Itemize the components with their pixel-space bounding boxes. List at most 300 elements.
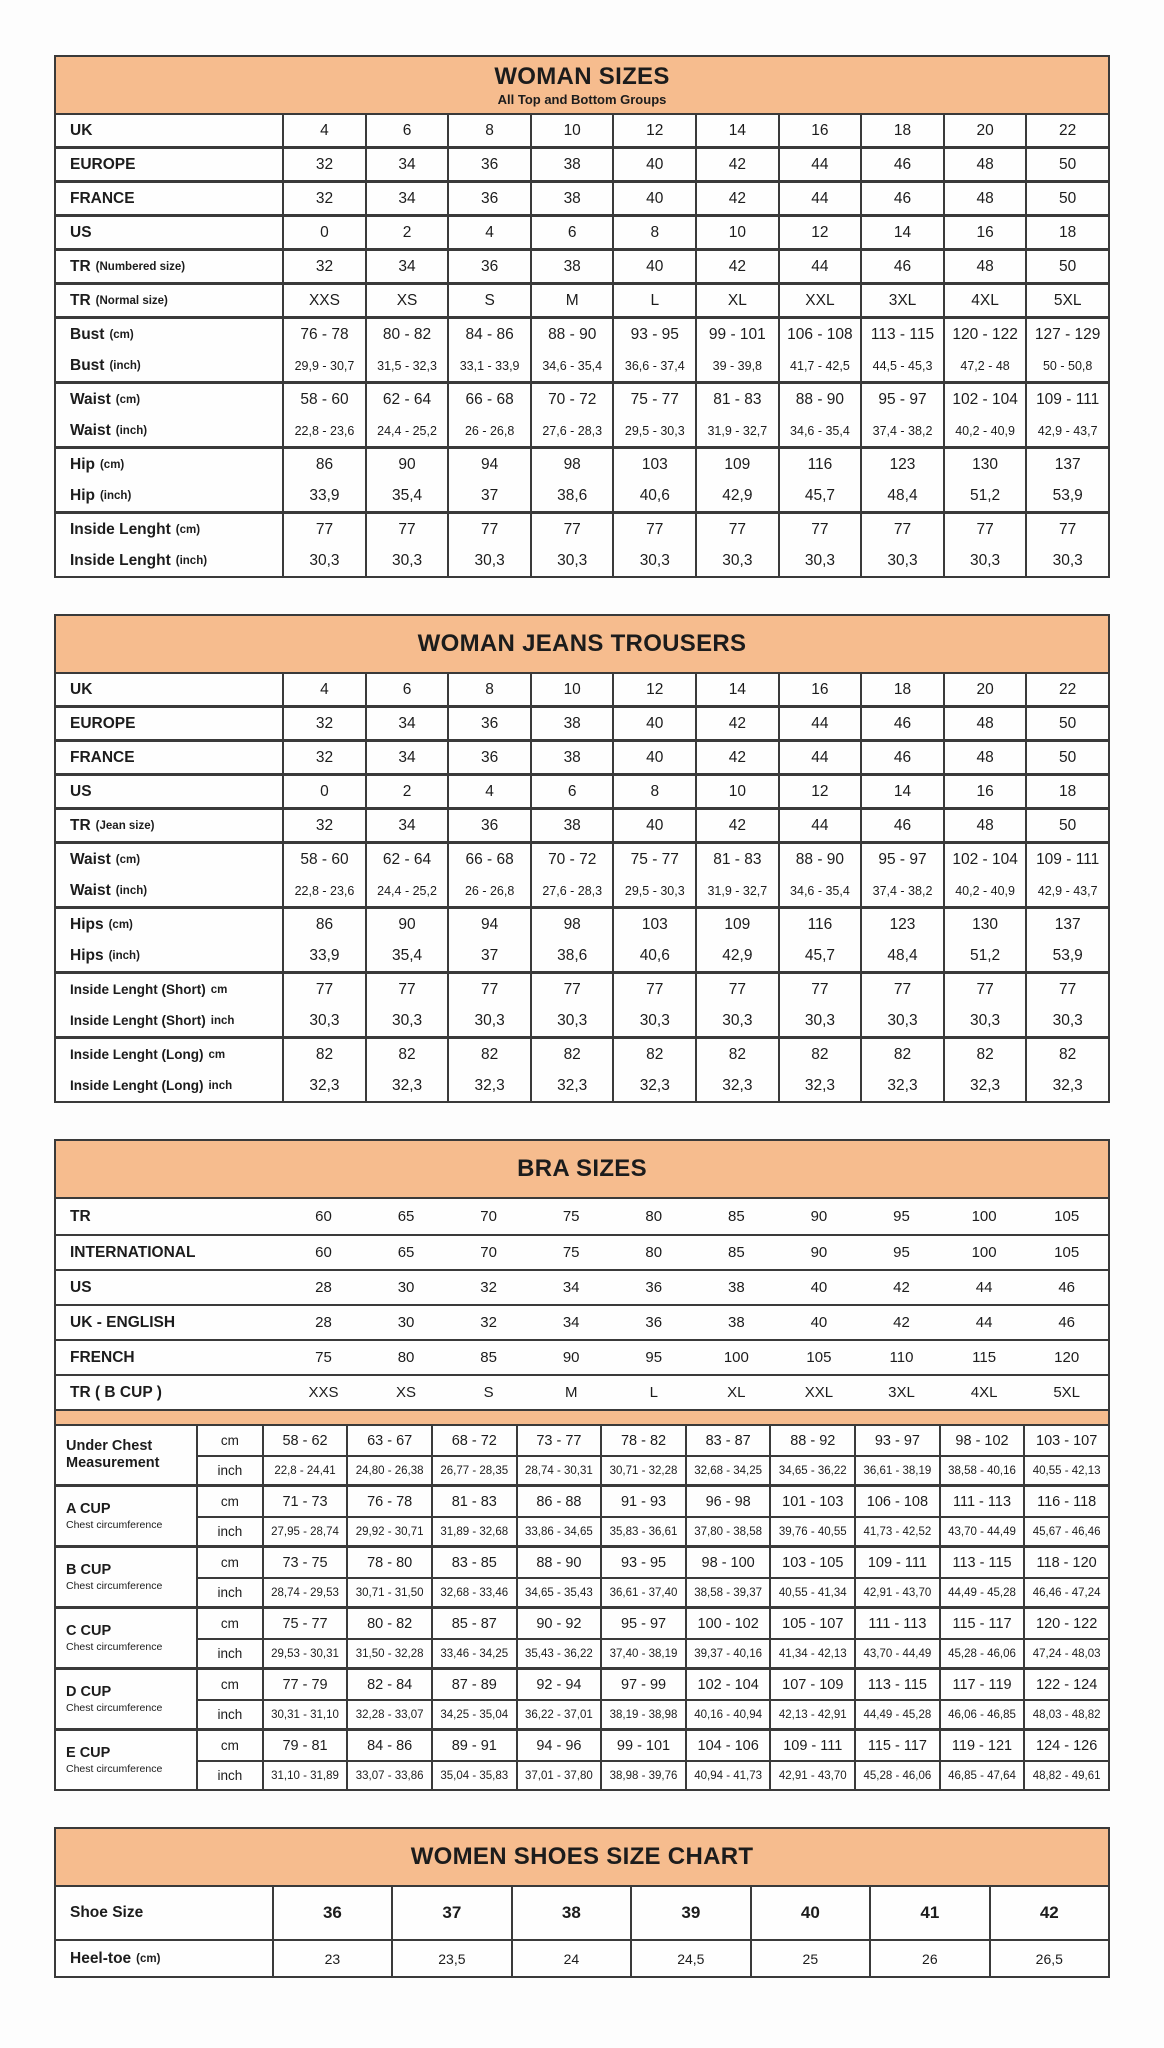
size-cell: 31,10 - 31,89 [262,1762,347,1789]
row-label [56,183,282,214]
size-cell: XL [727,1384,746,1401]
size-cell: 24,5 [630,1941,749,1976]
size-cell: 123 [860,909,943,940]
size-cell: 28 [315,1314,332,1331]
row-label-unit: inch [208,1079,233,1092]
size-cell: 32,3 [282,1070,365,1101]
size-cell: 45,7 [778,480,861,511]
size-cell: 37,80 - 38,58 [685,1518,770,1545]
row-label-unit: (cm) [115,853,141,866]
size-cell: 62 - 64 [365,384,448,415]
cup-group [56,1606,1108,1667]
size-cell: 46 [860,742,943,773]
size-cell: 84 - 86 [346,1731,431,1760]
row-label-text: Hip [70,455,95,473]
size-cell: 106 - 108 [778,319,861,350]
size-cell: 95 - 97 [600,1609,685,1638]
size-cell: 26 - 26,8 [447,415,530,446]
table-row [198,1760,1108,1789]
row-label-text: TR [70,816,91,834]
row-label [56,384,282,415]
table-row [56,1269,1108,1304]
size-cell: 32 [282,810,365,841]
size-cell: 65 [397,1244,415,1261]
size-cell: 109 - 111 [854,1548,939,1577]
size-cell: 80 [397,1349,415,1366]
size-cell: M [564,1384,578,1401]
size-cell: 43,70 - 44,49 [939,1518,1024,1545]
size-cell: 32,3 [695,1070,778,1101]
size-cell: 32,3 [943,1070,1026,1101]
size-cell: 35,83 - 36,61 [600,1518,685,1545]
size-cell: 30 [397,1314,415,1331]
size-cell: 102 - 104 [943,844,1026,875]
size-cell: 48,03 - 48,82 [1023,1701,1108,1728]
row-group [56,511,1108,576]
row-label-text: FRANCE [70,748,135,766]
size-cell: 137 [1025,909,1108,940]
size-cell: 38,58 - 40,16 [939,1457,1024,1484]
size-cell: 30,3 [530,1005,613,1036]
row-label [56,545,282,576]
row-label [56,1070,282,1101]
size-cell: 42,91 - 43,70 [769,1762,854,1789]
size-cell: 82 [695,1039,778,1070]
size-cell: 30,3 [860,545,943,576]
row-label [56,875,282,906]
table-row [56,384,1108,415]
size-cell: 40 [612,183,695,214]
size-cell: 22,8 - 24,41 [262,1457,347,1484]
size-cell: 82 [1025,1039,1108,1070]
size-cell: 77 [530,974,613,1005]
size-cell: 105 [806,1349,832,1366]
size-cell: 81 - 83 [695,844,778,875]
row-label-text: Waist [70,421,111,439]
size-cell: 88 - 90 [530,319,613,350]
size-cell: 31,89 - 32,68 [431,1518,516,1545]
size-cell: 29,5 - 30,3 [612,415,695,446]
size-cell: 32 [282,742,365,773]
size-cell: 38,19 - 38,98 [600,1701,685,1728]
cup-rows [198,1609,1108,1667]
row-label-text: Bust [70,356,105,374]
size-cell: 40 [810,1279,828,1296]
bra-sizes-table [54,1139,1110,1791]
size-cell: 82 [612,1039,695,1070]
size-cell: 102 - 104 [685,1670,770,1699]
size-cell: 62 - 64 [365,844,448,875]
size-cell: 34 [365,251,448,282]
cup-label [56,1670,198,1728]
size-cell: 115 - 117 [854,1731,939,1760]
size-cell: 38 [530,149,613,180]
size-cell: 30,3 [612,1005,695,1036]
cup-label-text: A CUP [66,1501,111,1518]
size-cell: 85 - 87 [431,1609,516,1638]
size-cell: 10 [695,217,778,248]
size-cell: 34,6 - 35,4 [530,350,613,381]
size-cell: 30,3 [282,1005,365,1036]
bra-conversion-rows [56,1199,1108,1409]
size-cell: 40 [612,708,695,739]
size-cell: 46,06 - 46,85 [939,1701,1024,1728]
unit-label: cm [220,1494,239,1509]
size-cell: 45,28 - 46,06 [939,1640,1024,1667]
cup-label-subtext: Chest circumference [66,1701,163,1714]
size-cell: 20 [943,674,1026,705]
size-cell: 33,86 - 34,65 [516,1518,601,1545]
row-label-text: Inside Lenght (Short) [70,982,206,997]
size-cell: 24,4 - 25,2 [365,415,448,446]
unit-label: cm [220,1555,239,1570]
size-cell: 35,4 [365,480,448,511]
size-cell: 86 [282,449,365,480]
cup-label [56,1609,198,1667]
size-cell: 16 [943,776,1026,807]
size-cell: 44 [975,1314,993,1331]
size-cell: 32,3 [447,1070,530,1101]
size-cell: 77 [695,514,778,545]
size-cell: 85 [728,1208,745,1225]
size-cell: 41,73 - 42,52 [854,1518,939,1545]
size-cell: 24 [511,1941,630,1976]
size-cell: 32 [480,1279,497,1296]
row-label-text: Waist [70,850,111,868]
size-cell: 53,9 [1025,940,1108,971]
size-cell: 42,9 [695,940,778,971]
size-cell: 16 [778,115,861,146]
size-cell: 77 [943,974,1026,1005]
table-row [56,844,1108,875]
size-cell: XS [365,285,448,316]
table-row [56,449,1108,480]
size-cell: 27,6 - 28,3 [530,875,613,906]
size-cell: 2 [365,217,448,248]
table-row [198,1670,1108,1699]
row-group [56,115,1108,146]
size-cell: 89 - 91 [431,1731,516,1760]
table-row [198,1426,1108,1455]
size-cell: 8 [612,776,695,807]
size-cell: 113 - 115 [854,1670,939,1699]
size-cell: 85 [480,1349,497,1366]
size-cell: 26 [869,1941,988,1976]
size-cell: 36 [447,708,530,739]
size-cell: 98 - 102 [939,1426,1024,1455]
cup-label-subtext: Chest circumference [66,1762,163,1775]
size-cell: 36 [645,1279,663,1296]
table-row [198,1638,1108,1667]
size-cell: 42,91 - 43,70 [854,1579,939,1606]
row-group [56,316,1108,381]
size-cell: 77 [282,514,365,545]
row-label-text: Shoe Size [70,1904,144,1921]
size-cell: 40,16 - 40,94 [685,1701,770,1728]
size-cell: 38 [728,1279,745,1296]
row-group [56,841,1108,906]
size-cell: 103 [612,449,695,480]
size-cell: 27,6 - 28,3 [530,415,613,446]
table-row [56,742,1108,773]
size-cell: 5XL [1025,285,1108,316]
size-cell: 6 [365,115,448,146]
size-cell: 24,4 - 25,2 [365,875,448,906]
size-cell: 4 [282,115,365,146]
cup-label-text: Under Chest Measurement [66,1438,160,1471]
size-cell: 34,25 - 35,04 [431,1701,516,1728]
size-cell: 38,98 - 39,76 [600,1762,685,1789]
table-row [56,1304,1108,1339]
size-cell: 115 [972,1349,997,1366]
size-cell: 109 [695,449,778,480]
size-cell: 33,1 - 33,9 [447,350,530,381]
row-label-text: Hip [70,486,95,504]
size-cell: 37 [447,480,530,511]
size-cell: 29,5 - 30,3 [612,875,695,906]
unit-label: inch [217,1524,243,1539]
size-cell: 14 [695,674,778,705]
unit-label: cm [220,1616,239,1631]
size-cell: 47,2 - 48 [943,350,1026,381]
size-cell: 116 [778,449,861,480]
size-cell: 40,6 [612,940,695,971]
size-cell: 37,40 - 38,19 [600,1640,685,1667]
size-cell: 18 [1025,217,1108,248]
row-label: FRENCH [70,1348,135,1366]
row-label [56,1039,282,1070]
size-cell: 30,3 [778,1005,861,1036]
size-cell: 130 [943,909,1026,940]
size-cell: 78 - 80 [346,1548,431,1577]
size-cell: 34,6 - 35,4 [778,875,861,906]
size-cell: 40,2 - 40,9 [943,875,1026,906]
size-cell: 26,77 - 28,35 [431,1457,516,1484]
shoes-size-body [56,1887,1108,1976]
size-cell: 50 - 50,8 [1025,350,1108,381]
row-group [56,180,1108,214]
size-cell: 3XL [860,285,943,316]
size-cell: 90 [365,449,448,480]
size-cell: 32 [480,1314,497,1331]
size-cell: 44 [778,810,861,841]
size-cell: 80 - 82 [365,319,448,350]
row-label [56,480,282,511]
size-cell: 37 [447,940,530,971]
size-cell: 109 - 111 [1025,384,1108,415]
cup-group [56,1667,1108,1728]
size-cell: 104 - 106 [685,1731,770,1760]
size-cell: XXS [308,1384,339,1401]
size-cell: 124 - 126 [1023,1731,1108,1760]
size-cell: 14 [695,115,778,146]
size-cell: 75 - 77 [612,384,695,415]
size-cell: 40,2 - 40,9 [943,415,1026,446]
size-cell: 98 [530,449,613,480]
table-row [56,319,1108,350]
size-cell: 46 [860,183,943,214]
row-label [56,674,282,705]
size-cell: 116 - 118 [1023,1487,1108,1516]
woman-sizes-body [56,115,1108,576]
row-label-unit: (inch) [108,949,140,962]
size-cell: XXS [282,285,365,316]
size-cell: 40,94 - 41,73 [685,1762,770,1789]
size-cell: 68 - 72 [431,1426,516,1455]
size-cell: 75 [562,1244,580,1261]
cup-group [56,1426,1108,1484]
cup-label [56,1731,198,1789]
size-cell: 80 [645,1244,663,1261]
jeans-trousers-header [56,616,1108,674]
unit-label: cm [220,1738,239,1753]
row-label [56,708,282,739]
table-row [56,149,1108,180]
size-cell: 28,74 - 30,31 [516,1457,601,1484]
size-cell: 82 [365,1039,448,1070]
size-cell: 95 [645,1349,663,1366]
row-group [56,773,1108,807]
size-cell: 4 [447,776,530,807]
woman-sizes-table [54,55,1110,578]
row-label-text: Inside Lenght [70,551,171,569]
row-label-text: US [70,782,92,800]
size-cell: 32,3 [1025,1070,1108,1101]
row-group [56,705,1108,739]
cup-group [56,1728,1108,1789]
size-cell: 45,28 - 46,06 [854,1762,939,1789]
size-cell: 22,8 - 23,6 [282,875,365,906]
row-label [56,514,282,545]
size-cell: 50 [1025,251,1108,282]
woman-sizes-subtitle: All Top and Bottom Groups [497,92,667,107]
row-label: US [70,1278,92,1296]
size-cell: 46 [1058,1279,1075,1296]
size-cell: 20 [943,115,1026,146]
row-group [56,906,1108,971]
table-row [56,1039,1108,1070]
unit-label: inch [217,1768,243,1783]
bra-sizes-header [56,1141,1108,1199]
size-cell: 79 - 81 [262,1731,347,1760]
table-row [56,514,1108,545]
size-cell: 82 [860,1039,943,1070]
size-cell: 39,37 - 40,16 [685,1640,770,1667]
size-cell: 42 [989,1887,1108,1939]
table-row [198,1455,1108,1484]
row-group [56,381,1108,446]
size-cell: 40,55 - 41,34 [769,1579,854,1606]
size-cell: 32,3 [612,1070,695,1101]
row-label [56,1887,272,1939]
size-cell: 32 [282,183,365,214]
size-cell: 73 - 77 [516,1426,601,1455]
size-cell: 105 - 107 [769,1609,854,1638]
row-label [56,844,282,875]
unit-label: cm [220,1677,239,1692]
size-cell: 88 - 90 [778,844,861,875]
size-cell: 42 [695,708,778,739]
size-cell: 22 [1025,115,1108,146]
size-cell: XS [396,1384,417,1401]
size-cell: 38 [728,1314,745,1331]
size-cell: 26,5 [989,1941,1108,1976]
size-cell: 98 [530,909,613,940]
row-group [56,214,1108,248]
size-cell: 115 - 117 [939,1609,1024,1638]
size-cell: 34 [365,149,448,180]
row-label [56,742,282,773]
size-cell: 103 - 105 [769,1548,854,1577]
size-cell: 77 [1025,514,1108,545]
table-row [198,1516,1108,1545]
size-cell: 93 - 97 [854,1426,939,1455]
size-cell: 46 [1058,1314,1075,1331]
size-cell: 30,71 - 31,50 [346,1579,431,1606]
size-cell: 70 - 72 [530,384,613,415]
size-cell: 8 [447,674,530,705]
cup-label-subtext: Chest circumference [66,1579,163,1592]
table-row [56,115,1108,146]
size-cell: 44,49 - 45,28 [939,1579,1024,1606]
row-label [56,974,282,1005]
size-cell: 44 [778,251,861,282]
size-cell: 6 [530,776,613,807]
size-cell: 4 [282,674,365,705]
shoes-size-title: WOMEN SHOES SIZE CHART [410,1843,754,1870]
size-cell: 88 - 92 [769,1426,854,1455]
size-cell: 77 [447,514,530,545]
size-cell: 100 [723,1349,749,1366]
size-cell: 48 [943,708,1026,739]
size-cell: 6 [530,217,613,248]
size-cell: 120 - 122 [943,319,1026,350]
size-cell: 46 [860,810,943,841]
size-cell: 100 - 102 [685,1609,770,1638]
size-cell: 75 [315,1349,332,1366]
size-cell: 83 - 85 [431,1548,516,1577]
size-cell: 30 [397,1279,415,1296]
size-cell: 32,3 [365,1070,448,1101]
size-cell: 3XL [888,1384,915,1401]
row-label: TR ( B CUP ) [70,1383,162,1401]
size-cell: 39 [630,1887,749,1939]
row-label-unit: cm [208,1048,226,1061]
size-cell: 41,34 - 42,13 [769,1640,854,1667]
table-row [56,1374,1108,1409]
size-cell: 53,9 [1025,480,1108,511]
size-cell: 82 [943,1039,1026,1070]
row-label-text: Inside Lenght (Long) [70,1078,204,1093]
shoes-size-table [54,1827,1110,1978]
size-cell: 4 [447,217,530,248]
size-cell: 29,9 - 30,7 [282,350,365,381]
size-cell: 18 [1025,776,1108,807]
size-cell: 30,3 [943,545,1026,576]
size-cell: 12 [612,115,695,146]
size-cell: 109 - 111 [1025,844,1108,875]
size-cell: 32,3 [778,1070,861,1101]
size-cell: 33,46 - 34,25 [431,1640,516,1667]
size-cell: 4XL [943,285,1026,316]
size-cell: 12 [612,674,695,705]
table-row [198,1487,1108,1516]
size-cell: 120 [1054,1349,1080,1366]
size-cell: 44 [975,1279,993,1296]
row-label-unit: (cm) [136,1952,161,1965]
size-cell: 37,4 - 38,2 [860,875,943,906]
size-cell: 82 - 84 [346,1670,431,1699]
